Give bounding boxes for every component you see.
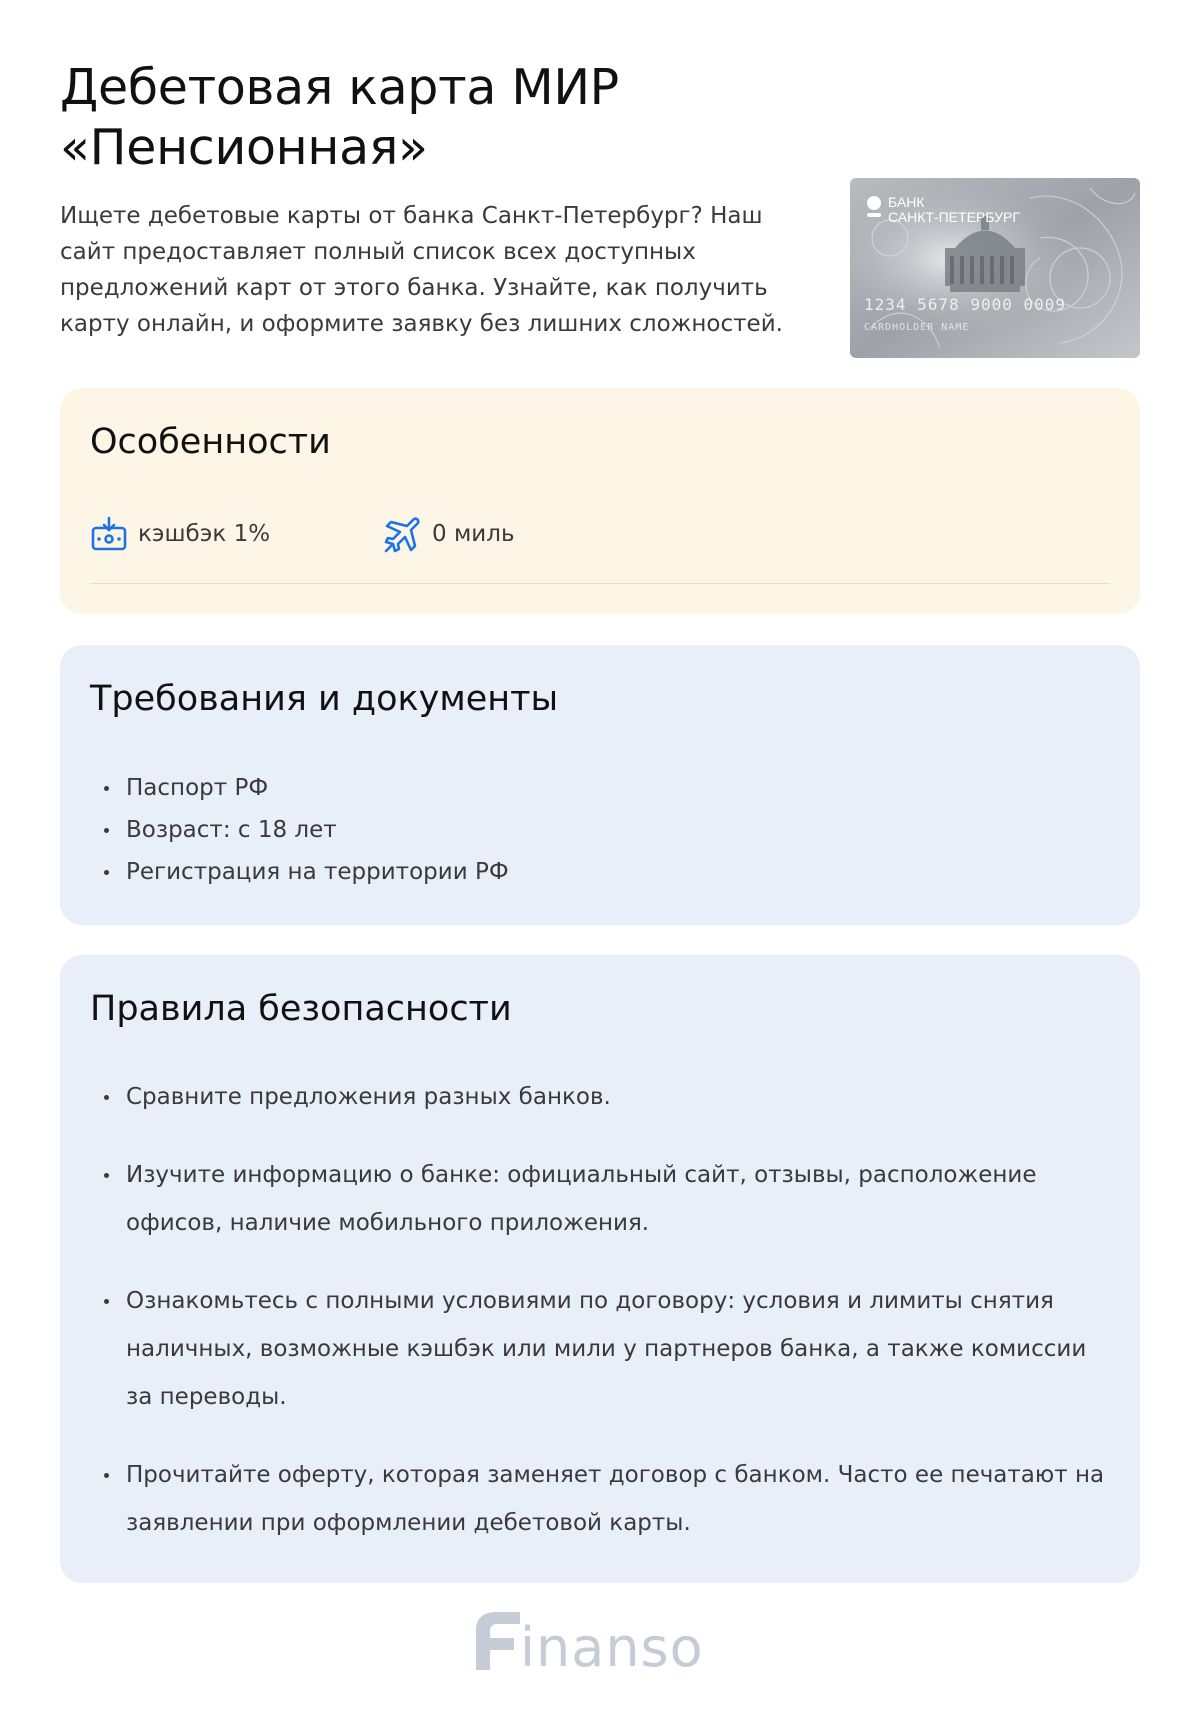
- card-bank-line1: БАНК: [888, 194, 925, 210]
- list-item: Изучите информацию о банке: официальный сайт, отзывы, расположение офисов, наличие мобильного приложения.: [90, 1151, 1110, 1247]
- finanso-logo-mark: [476, 1612, 520, 1670]
- list-item: Паспорт РФ: [90, 767, 1110, 809]
- feature-cashback: [90, 514, 270, 554]
- list-item: Сравните предложения разных банков.: [90, 1073, 1110, 1121]
- features-divider: [90, 583, 1110, 584]
- feature-cashback-label: кэшбэк 1%: [138, 521, 271, 547]
- intro-text: Ищете дебетовые карты от банка Санкт-Петербург? Наш сайт предоставляет полный список всех доступных предложений карт от этого банка. Узнайте, как получить карту онлайн, и оформите заявку без лишних сложностей.: [60, 203, 783, 337]
- feature-miles-label: 0 миль: [432, 521, 515, 547]
- features-title: Особенности: [90, 422, 331, 462]
- card-image: [850, 178, 1140, 358]
- bank-logo-icon: [867, 196, 881, 210]
- features-panel: [60, 388, 1140, 614]
- page-title-line1: Дебетовая карта МИР: [60, 59, 619, 116]
- card-number: 1234 5678 9000 0009: [864, 295, 1067, 314]
- list-item: Прочитайте оферту, которая заменяет договор с банком. Часто ее печатают на заявлении при оформлении дебетовой карты.: [90, 1451, 1110, 1547]
- airplane-icon: [384, 515, 422, 553]
- card-bank-line2: САНКТ-ПЕТЕРБУРГ: [888, 209, 1020, 225]
- safety-title: Правила безопасности: [90, 989, 512, 1029]
- safety-list: [90, 1073, 1110, 1577]
- page-title-line2: «Пенсионная»: [60, 119, 428, 176]
- finanso-logo: [0, 1608, 1200, 1678]
- feature-miles: [384, 514, 515, 554]
- list-item: Ознакомьтесь с полными условиями по договору: условия и лимиты снятия наличных, возможные кэшбэк или мили у партнеров банка, а также комиссии за переводы.: [90, 1277, 1110, 1421]
- finanso-logo-text: inanso: [520, 1616, 704, 1674]
- list-item: Возраст: с 18 лет: [90, 809, 1110, 851]
- requirements-title: Требования и документы: [90, 679, 559, 719]
- card-holder: CARDHOLDER NAME: [864, 322, 970, 333]
- page-title: [60, 58, 780, 178]
- requirements-list: [90, 767, 1110, 893]
- cashback-icon: [90, 515, 128, 553]
- requirements-panel: [60, 645, 1140, 925]
- list-item: Регистрация на территории РФ: [90, 851, 1110, 893]
- safety-panel: [60, 955, 1140, 1583]
